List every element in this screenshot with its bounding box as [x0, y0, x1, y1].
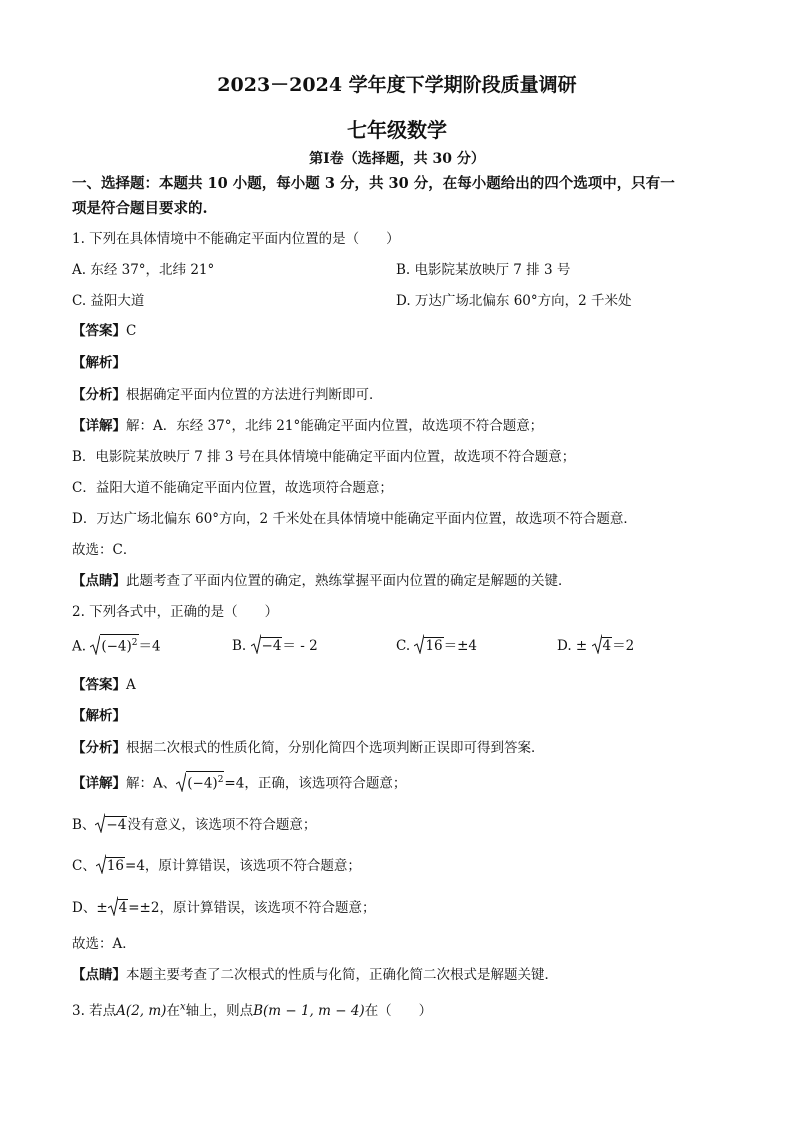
q2-choice: 故选：A． [72, 936, 136, 952]
q2-line-d: D、± 4 =±2，原计算错误，该选项不符合题意； [72, 896, 375, 916]
q1-line-c: C．益阳大道不能确定平面内位置，故选项符合题意； [72, 480, 393, 496]
q2-option-c-label: C. [396, 638, 411, 654]
q1-line-b: B．电影院某放映厅 7 排 3 号在具体情境中能确定平面内位置，故选项不符合题意； [72, 449, 576, 465]
radical-sign-icon [592, 634, 602, 654]
radical-sign-icon [176, 772, 186, 792]
q1-choice: 故选：C． [72, 542, 137, 558]
q1-dianjing [72, 569, 572, 589]
q2-dianjing-text: 本题主要考查了二次根式的性质与化简，正确化简二次根式是解题关键． [126, 967, 558, 983]
q2-option-c-rest: ＝±4 [443, 638, 478, 654]
radical-sign-icon [108, 896, 118, 916]
sqrt-expression: 4 [592, 634, 613, 654]
q1-option-d: D. 万达广场北偏东 60°方向，2 千米处 [396, 293, 632, 309]
q1-answer-value: C [126, 323, 137, 339]
q2-xiangjie-pre: 解：A、 [126, 775, 177, 792]
q2-option-b-rest: ＝ - 2 [282, 638, 318, 654]
exam-subtitle: 七年级数学 [347, 118, 447, 142]
q2-xiangjie-tag: 【详解】 [72, 775, 126, 792]
radical-sign-icon [95, 813, 105, 833]
sqrt-expression: 16 [96, 854, 125, 874]
q2-fenxi-tag: 【分析】 [72, 740, 126, 756]
sqrt-expression: −4 [95, 813, 127, 833]
q2-dianjing-tag: 【点睛】 [72, 967, 126, 983]
q2-answer [72, 673, 136, 693]
exam-title: 2023－2024 学年度下学期阶段质量调研 [217, 74, 577, 96]
sqrt-expression: $(-4)^2$ [90, 634, 138, 655]
q2-option-a-rest: ＝4 [138, 638, 161, 655]
q2-xiangjie [72, 771, 406, 792]
q2-dianjing [72, 963, 558, 983]
q1-dianjing-text: 此题考查了平面内位置的确定，熟练掌握平面内位置的确定是解题的关键． [126, 573, 572, 589]
q1-xiangjie [72, 414, 543, 434]
q2-line-b: B、 −4 没有意义，该选项不符合题意； [72, 813, 316, 833]
q1-answer [72, 319, 136, 339]
q2-option-a [72, 634, 161, 655]
q1-xiangjie-tag: 【详解】 [72, 418, 126, 434]
q2-xiangjie-post: =4，正确，该选项符合题意； [224, 775, 407, 792]
q1-line-d: D．万达广场北偏东 60°方向，2 千米处在具体情境中能确定平面内位置，故选项不符合题意． [72, 511, 637, 527]
radical-sign-icon [96, 854, 106, 874]
q1-dianjing-tag: 【点睛】 [72, 573, 126, 589]
q1-stem: 1. 下列在具体情境中不能确定平面内位置的是（ ） [72, 231, 400, 247]
q2-stem: 2. 下列各式中，正确的是（ ） [72, 604, 279, 620]
q1-answer-tag: 【答案】 [72, 323, 126, 339]
sqrt-expression: −4 [251, 634, 283, 654]
q2-option-d-label: D. ± [557, 638, 588, 654]
radical-sign-icon [251, 634, 261, 654]
radical-sign-icon [90, 635, 100, 655]
q2-option-d-rest: ＝2 [612, 638, 635, 654]
q2-option-b-label: B. [232, 638, 247, 654]
radical-sign-icon [414, 634, 424, 654]
point-b: B(m − 1, m − 4) [253, 1003, 365, 1019]
sqrt-expression: 4 [108, 896, 129, 916]
point-a: A(2, m) [116, 1003, 167, 1019]
q1-option-a: A. 东经 37°，北纬 21° [72, 262, 215, 278]
sqrt-expression: $(-4)^2$ [176, 771, 224, 792]
q2-answer-tag: 【答案】 [72, 677, 126, 693]
exam-part-heading: 第Ⅰ卷（选择题，共 30 分） [309, 151, 485, 167]
q2-option-b [232, 634, 318, 654]
q2-analysis-heading: 【解析】 [72, 708, 126, 724]
q2-fenxi-text: 根据二次根式的性质化简，分别化简四个选项判断正误即可得到答案． [126, 740, 545, 756]
q2-option-a-label: A. [72, 638, 87, 655]
q2-line-c: C、 16 =4，原计算错误，该选项不符合题意； [72, 854, 361, 874]
q1-xiangjie-text: 解：A．东经 37°，北纬 21°能确定平面内位置，故选项不符合题意； [126, 418, 544, 434]
sqrt-expression: 16 [414, 634, 443, 654]
q1-fenxi-tag: 【分析】 [72, 387, 126, 403]
section-heading-line2: 项是符合题目要求的. [72, 200, 208, 217]
x-axis-symbol: x [179, 1001, 186, 1013]
q1-option-b: B. 电影院某放映厅 7 排 3 号 [396, 262, 571, 278]
q3-stem: 3. 若点A(2, m)在$^x$轴上，则点B(m − 1, m − 4)在（ ） [72, 1001, 433, 1019]
q1-fenxi [72, 383, 383, 403]
q2-fenxi [72, 736, 545, 756]
q1-analysis-heading: 【解析】 [72, 355, 126, 371]
q2-option-c [396, 634, 477, 654]
section-heading-line1: 一、选择题：本题共 10 小题，每小题 3 分，共 30 分，在每小题给出的四个选项中，只有一 [72, 175, 675, 192]
q2-answer-value: A [126, 677, 136, 693]
q1-fenxi-text: 根据确定平面内位置的方法进行判断即可． [126, 387, 383, 403]
q1-option-c: C. 益阳大道 [72, 293, 145, 309]
q2-option-d [557, 634, 634, 654]
